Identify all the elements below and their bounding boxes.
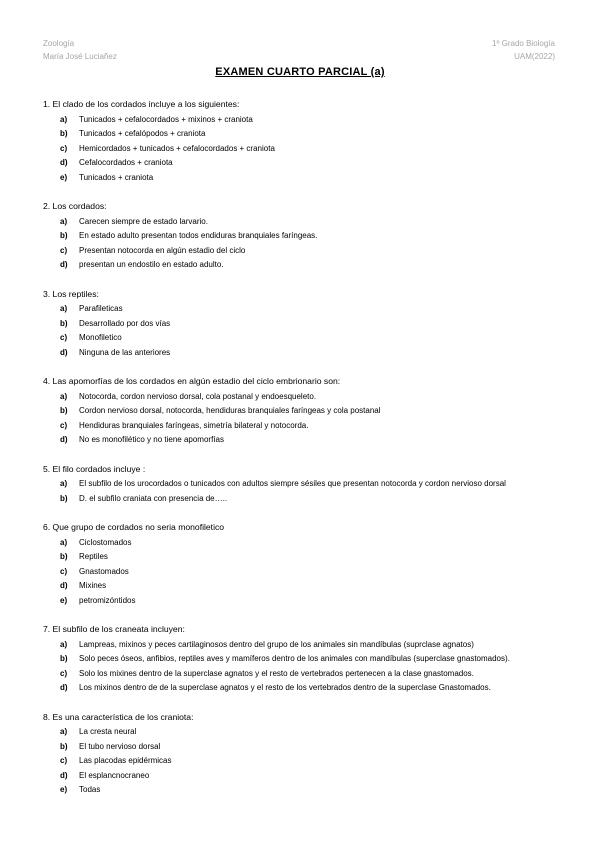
page-title: EXAMEN CUARTO PARCIAL (a) [215, 66, 385, 78]
answer-option [43, 681, 558, 696]
question-text: 4. Las apomorfías de los cordados en algún estadio del ciclo embrionario son: [43, 376, 341, 386]
option-letter: b) [60, 129, 68, 138]
header-left [43, 37, 117, 63]
option-letter: b) [60, 406, 68, 415]
option-letter: b) [60, 552, 68, 561]
option-text: Ninguna de las anteriores [79, 347, 171, 357]
answer-option [43, 419, 558, 434]
option-letter: b) [60, 318, 68, 328]
option-text: Hemicordados + tunicados + cefalocordados + craniota [79, 143, 275, 153]
answer-option [43, 302, 558, 317]
option-letter: a) [60, 216, 68, 226]
option-text: Tunicados + craniota [79, 172, 154, 182]
answer-option [43, 550, 558, 565]
option-letter: d) [60, 435, 68, 444]
option-text: Solo los mixines dentro de la superclase agnatos y el resto de vertebrados pertenecen a la clase gnastomados. [79, 668, 474, 678]
answer-option [43, 740, 558, 755]
option-letter: a) [60, 727, 68, 736]
institution-year: UAM(2022) [514, 52, 555, 61]
option-text: Las placodas epidérmicas [79, 756, 172, 765]
option-letter: e) [60, 785, 68, 794]
option-text: Gnastomados [79, 566, 129, 576]
option-letter: d) [60, 683, 68, 692]
question-6 [43, 521, 558, 608]
answer-option [43, 156, 558, 171]
option-text: Cefalocordados + craniota [79, 158, 173, 167]
option-text: Mixines [79, 581, 107, 590]
option-text: El esplancnocraneo [79, 770, 150, 780]
option-letter: c) [60, 143, 68, 153]
question-text: 8. Es una característica de los craniota: [43, 711, 194, 722]
question-3 [43, 288, 558, 361]
answer-option [43, 127, 558, 142]
answer-option [43, 725, 558, 740]
option-list [43, 725, 558, 798]
option-letter: c) [60, 245, 68, 255]
option-letter: a) [60, 537, 68, 547]
option-text: presentan un endostilo en estado adulto. [79, 260, 224, 269]
option-letter: c) [60, 668, 68, 678]
answer-option [43, 667, 558, 682]
question-text: 7. El subfilo de los craneata incluyen: [43, 624, 185, 634]
option-letter: a) [60, 639, 68, 649]
option-letter: a) [60, 304, 68, 313]
option-text: Solo peces óseos, anfibios, reptiles aves y mamíferos dentro de los animales con mandíbulas (superclase gnastomados). [79, 654, 510, 663]
option-list [43, 536, 558, 609]
question-2 [43, 200, 558, 273]
answer-option [43, 477, 558, 492]
answer-option [43, 594, 558, 609]
option-letter: b) [60, 231, 68, 240]
answer-option [43, 536, 558, 551]
answer-option [43, 258, 558, 273]
answer-option [43, 113, 558, 128]
option-text: Todas [79, 785, 101, 794]
option-list [43, 477, 558, 506]
question-5 [43, 463, 558, 507]
answer-option [43, 783, 558, 798]
answer-option [43, 244, 558, 259]
option-letter: b) [60, 493, 68, 503]
answer-option [43, 638, 558, 653]
question-4 [43, 375, 558, 448]
option-text: Cordon nervioso dorsal, notocorda, hendiduras branquiales faríngeas y cola postanal [79, 406, 381, 415]
answer-option [43, 346, 558, 361]
option-text: Presentan notocorda en algún estadio del ciclo [79, 245, 246, 255]
option-text: Desarrollado por dos vías [79, 318, 171, 328]
answer-option [43, 565, 558, 580]
option-letter: e) [60, 172, 68, 182]
option-text: D. el subfilo craniata con presencia de….. [79, 493, 228, 503]
option-text: La cresta neural [79, 727, 137, 736]
option-letter: c) [60, 566, 68, 576]
answer-option [43, 390, 558, 405]
option-letter: d) [60, 158, 68, 167]
answer-option [43, 215, 558, 230]
option-text: Carecen siempre de estado larvario. [79, 216, 208, 226]
answer-option [43, 433, 558, 448]
answer-option [43, 652, 558, 667]
option-letter: c) [60, 420, 68, 430]
option-text: petromizóntidos [79, 595, 136, 605]
option-text: Hendiduras branquiales faríngeas, simetría bilateral y notocorda. [79, 420, 309, 430]
option-text: El subfilo de los urocordados o tunicados con adultos siempre sésiles que presentan notocorda y cordon nervioso dorsal [79, 479, 506, 488]
option-text: Los mixinos dentro de de la superclase agnatos y el resto de los vertebrados dentro de la superclase Gnastomados. [79, 683, 491, 692]
option-list [43, 302, 558, 360]
option-text: Reptiles [79, 552, 108, 561]
option-letter: a) [60, 114, 68, 124]
answer-option [43, 754, 558, 769]
option-text: Tunicados + cefalocordados + mixinos + craniota [79, 114, 253, 124]
option-letter: c) [60, 333, 68, 342]
answer-option [43, 769, 558, 784]
option-text: Notocorda, cordon nervioso dorsal, cola postanal y endoesqueleto. [79, 391, 317, 401]
answer-option [43, 229, 558, 244]
option-list [43, 215, 558, 273]
option-letter: b) [60, 654, 68, 663]
question-1 [43, 98, 558, 185]
option-text: Lampreas, mixinos y peces cartilaginosos dentro del grupo de los animales sin mandíbulas (suprclase agnatos) [79, 639, 474, 649]
option-text: No es monofilético y no tiene apomorfías [79, 435, 224, 444]
answer-option [43, 142, 558, 157]
answer-option [43, 317, 558, 332]
option-letter: d) [60, 581, 68, 590]
option-letter: d) [60, 347, 68, 357]
option-letter: c) [60, 756, 68, 765]
question-7 [43, 623, 558, 696]
answer-option [43, 579, 558, 594]
option-letter: b) [60, 741, 68, 751]
option-letter: d) [60, 260, 68, 269]
option-text: Ciclostomados [79, 537, 132, 547]
question-text: 2. Los cordados: [43, 201, 107, 211]
option-text: Monofiletico [79, 333, 122, 342]
option-letter: e) [60, 595, 68, 605]
question-text: 3. Los reptiles: [43, 288, 99, 299]
option-list [43, 113, 558, 186]
question-text: 5. El filo cordados incluye : [43, 463, 146, 474]
option-list [43, 638, 558, 696]
option-letter: a) [60, 479, 68, 488]
option-text: El tubo nervioso dorsal [79, 741, 161, 751]
option-letter: a) [60, 391, 68, 401]
answer-option [43, 171, 558, 186]
question-8 [43, 711, 558, 798]
answer-option [43, 492, 558, 507]
option-text: Tunicados + cefalópodos + craniota [79, 129, 206, 138]
question-text: 6. Que grupo de cordados no seria monofiletico [43, 522, 225, 532]
course-name: Zoología [43, 39, 75, 48]
option-text: En estado adulto presentan todos endiduras branquiales faríngeas. [79, 231, 318, 240]
answer-option [43, 404, 558, 419]
author-name: María José Luciañez [43, 52, 117, 61]
option-list [43, 390, 558, 448]
header-right [492, 37, 555, 63]
option-text: Parafileticas [79, 304, 123, 313]
question-list [43, 98, 558, 813]
answer-option [43, 331, 558, 346]
question-text: 1. El clado de los cordados incluye a los siguientes: [43, 99, 240, 109]
option-letter: d) [60, 770, 68, 780]
course-year: 1º Grado Biología [492, 39, 555, 48]
